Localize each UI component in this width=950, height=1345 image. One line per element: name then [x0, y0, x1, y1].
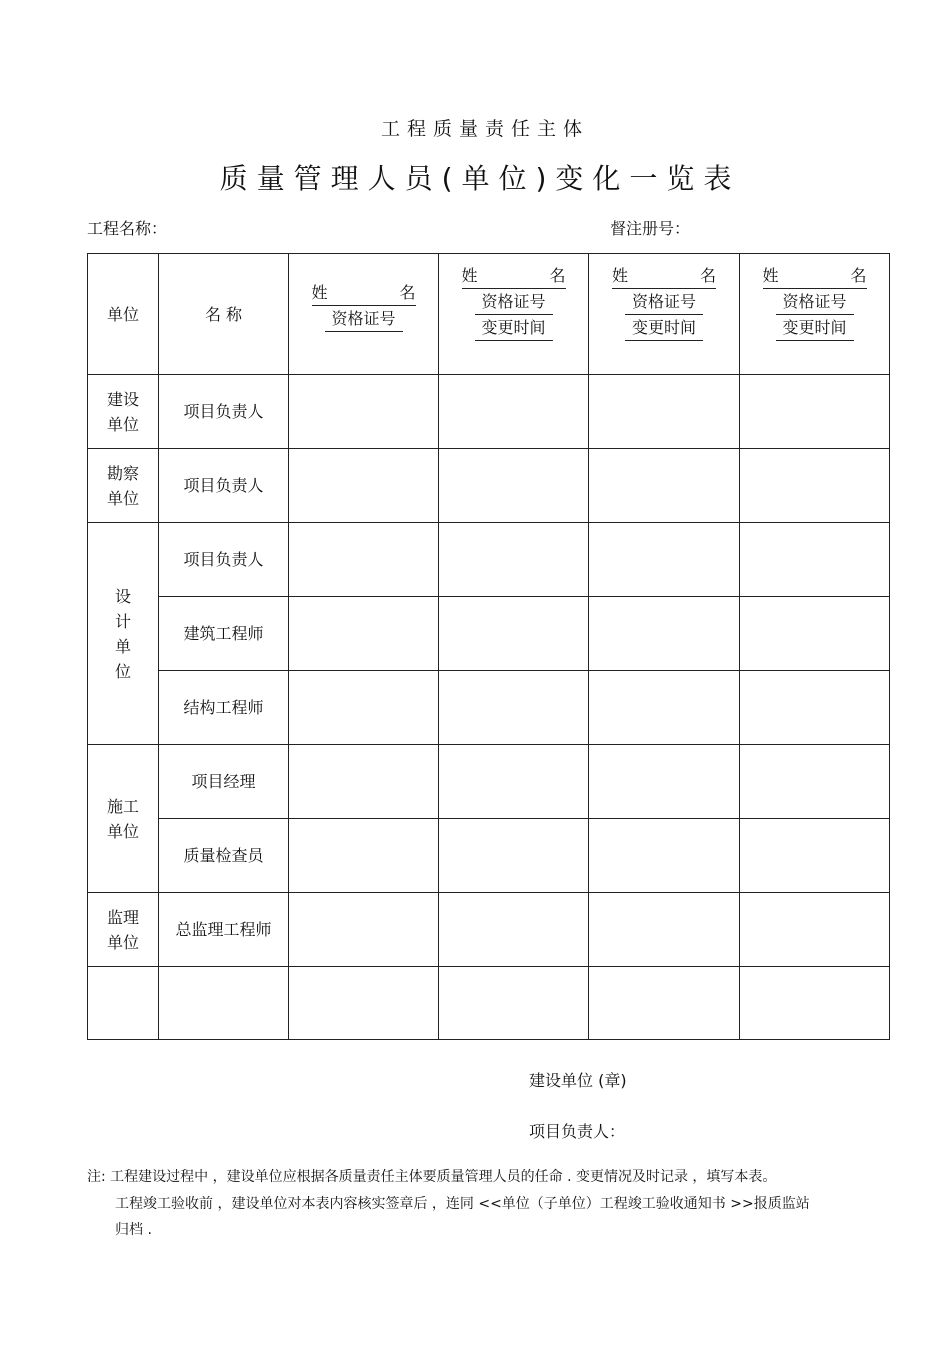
- document-title: 质量管理人员(单位)变化一览表: [219, 162, 741, 195]
- entry-cell[interactable]: [439, 671, 589, 745]
- unit-cell-empty[interactable]: [88, 967, 159, 1040]
- entry-cell[interactable]: [289, 671, 439, 745]
- unit-cell-survey: [88, 449, 159, 523]
- table-row: [88, 745, 890, 819]
- header-change-2: [589, 254, 740, 375]
- role-cell: 项目负责人: [159, 375, 289, 449]
- entry-cell[interactable]: [589, 967, 740, 1040]
- unit-label: 施工 单位: [106, 796, 139, 841]
- header-unit: 单位: [88, 254, 159, 375]
- table-row: [88, 375, 890, 449]
- header-cert-label: 资格证号: [776, 289, 854, 315]
- entry-cell[interactable]: [589, 449, 740, 523]
- entry-cell[interactable]: [740, 449, 890, 523]
- note-line-3: 归档 .: [115, 1222, 152, 1238]
- table-row: [88, 819, 890, 893]
- unit-cell-design: [88, 523, 159, 745]
- header-change-time-label: 变更时间: [625, 315, 703, 341]
- entry-cell[interactable]: [589, 597, 740, 671]
- entry-cell[interactable]: [740, 893, 890, 967]
- entry-cell[interactable]: [289, 375, 439, 449]
- entry-cell[interactable]: [289, 597, 439, 671]
- role-cell: 项目负责人: [159, 449, 289, 523]
- role-cell: 结构工程师: [159, 671, 289, 745]
- table-row: [88, 597, 890, 671]
- entry-cell[interactable]: [740, 967, 890, 1040]
- unit-label: 监理 单位: [106, 907, 139, 952]
- document-subtitle: 工程质量责任主体: [380, 118, 589, 140]
- entry-cell[interactable]: [439, 819, 589, 893]
- role-cell: 建筑工程师: [159, 597, 289, 671]
- entry-cell[interactable]: [439, 893, 589, 967]
- role-cell: 项目经理: [159, 745, 289, 819]
- table-row: [88, 523, 890, 597]
- table-header-row: [88, 254, 890, 375]
- header-cert-label: 资格证号: [325, 306, 403, 332]
- role-cell: 质量检查员: [159, 819, 289, 893]
- role-cell: 项目负责人: [159, 523, 289, 597]
- entry-cell[interactable]: [740, 523, 890, 597]
- note-line-2: 工程竣工验收前 ，建设单位对本表内容核实签章后 ，连同 <<单位（子单位）工程竣工验收通知书 >>报质监站: [115, 1196, 810, 1212]
- entry-cell[interactable]: [289, 893, 439, 967]
- seal-label: 建设单位 (章): [529, 1071, 627, 1090]
- entry-cell[interactable]: [439, 597, 589, 671]
- unit-cell-supervision: [88, 893, 159, 967]
- table-row: [88, 967, 890, 1040]
- header-surname-label: 姓: [311, 283, 328, 302]
- entry-cell[interactable]: [740, 597, 890, 671]
- project-leader-label: 项目负责人：: [529, 1122, 626, 1141]
- entry-cell[interactable]: [589, 375, 740, 449]
- header-initial-person: [289, 254, 439, 375]
- registration-number-label: 督注册号：: [610, 219, 691, 238]
- entry-cell[interactable]: [740, 671, 890, 745]
- header-givenname-label: 名: [549, 266, 566, 285]
- header-change-1: [439, 254, 589, 375]
- entry-cell[interactable]: [289, 967, 439, 1040]
- header-cert-label: 资格证号: [475, 289, 553, 315]
- role-cell-empty[interactable]: [159, 967, 289, 1040]
- unit-label: 勘察 单位: [106, 463, 139, 508]
- entry-cell[interactable]: [589, 523, 740, 597]
- personnel-change-table: [87, 253, 890, 1040]
- header-change-time-label: 变更时间: [475, 315, 553, 341]
- header-name: 名 称: [159, 254, 289, 375]
- entry-cell[interactable]: [589, 819, 740, 893]
- header-surname-label: 姓: [612, 266, 629, 285]
- entry-cell[interactable]: [289, 523, 439, 597]
- project-name-label: 工程名称：: [87, 219, 168, 238]
- header-change-time-label: 变更时间: [776, 315, 854, 341]
- entry-cell[interactable]: [740, 819, 890, 893]
- entry-cell[interactable]: [439, 745, 589, 819]
- entry-cell[interactable]: [289, 819, 439, 893]
- role-cell: 总监理工程师: [159, 893, 289, 967]
- entry-cell[interactable]: [289, 449, 439, 523]
- table-row: [88, 449, 890, 523]
- entry-cell[interactable]: [740, 745, 890, 819]
- entry-cell[interactable]: [439, 967, 589, 1040]
- header-surname-label: 姓: [762, 266, 779, 285]
- entry-cell[interactable]: [289, 745, 439, 819]
- entry-cell[interactable]: [740, 375, 890, 449]
- header-givenname-label: 名: [399, 283, 416, 302]
- header-givenname-label: 名: [699, 266, 716, 285]
- entry-cell[interactable]: [589, 671, 740, 745]
- header-cert-label: 资格证号: [625, 289, 703, 315]
- entry-cell[interactable]: [439, 449, 589, 523]
- table-row: [88, 671, 890, 745]
- header-surname-label: 姓: [461, 266, 478, 285]
- unit-cell-contractor: [88, 745, 159, 893]
- entry-cell[interactable]: [439, 375, 589, 449]
- header-change-3: [740, 254, 890, 375]
- entry-cell[interactable]: [439, 523, 589, 597]
- table-row: [88, 893, 890, 967]
- note-line-1: 注: 工程建设过程中 ，建设单位应根据各质量责任主体要质量管理人员的任命 . 变更情况及时记录 ，填写本表。: [87, 1169, 777, 1185]
- entry-cell[interactable]: [589, 893, 740, 967]
- entry-cell[interactable]: [589, 745, 740, 819]
- unit-label: 设 计 单 位: [114, 586, 131, 681]
- unit-label: 建设 单位: [106, 389, 139, 434]
- header-givenname-label: 名: [850, 266, 867, 285]
- unit-cell-construction: [88, 375, 159, 449]
